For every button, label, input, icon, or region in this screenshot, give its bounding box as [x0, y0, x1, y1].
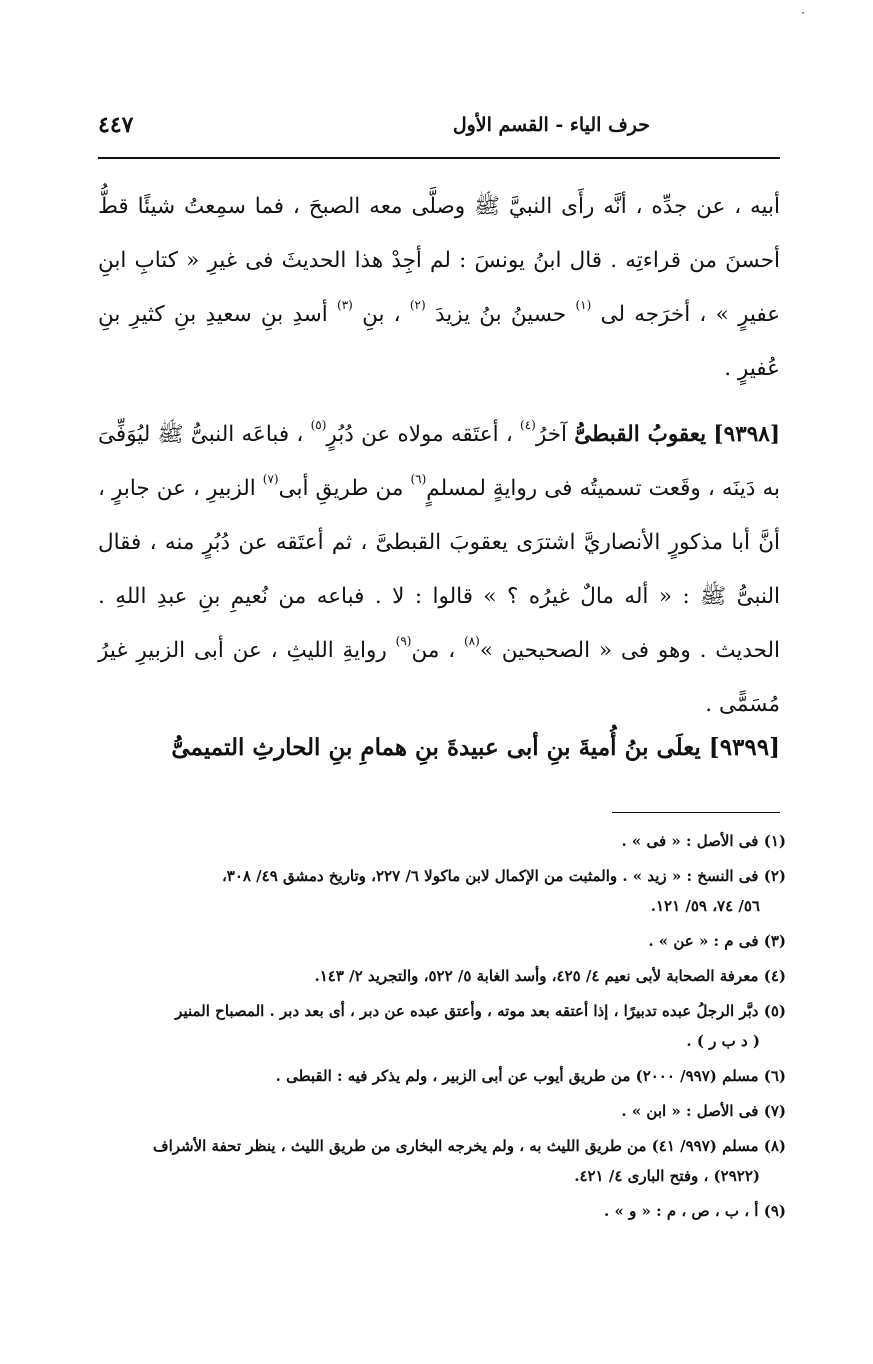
footnote-6	[98, 1061, 786, 1091]
footnote-label: (٢)	[763, 867, 786, 885]
text-run: ، من	[411, 638, 456, 663]
text-run: أسدِ بنِ سعيدِ بنِ كثيرِ بنِ عُفيرٍ .	[98, 302, 780, 381]
footnote-text: فى الأصل : « فى » .	[621, 832, 759, 850]
footnote-3	[98, 926, 786, 956]
footnote-ref-5[interactable]: (٥)	[310, 418, 327, 432]
main-text	[98, 180, 780, 732]
paragraph-continuation	[98, 180, 780, 396]
entry-9399-heading	[98, 726, 780, 770]
scan-speck	[802, 12, 804, 14]
entry-number: [٩٣٩٨]	[713, 422, 780, 447]
footnote-label: (٣)	[763, 932, 786, 950]
footnote-label: (٤)	[763, 967, 786, 985]
footnote-7	[98, 1096, 786, 1126]
entry-9398	[98, 408, 780, 732]
footnote-text: أ ، ب ، ص ، م : « و » .	[604, 1202, 759, 1220]
footnote-label: (٩)	[763, 1202, 786, 1220]
footnote-ref-9[interactable]: (٩)	[395, 634, 412, 648]
footnote-ref-3[interactable]: (٣)	[337, 298, 353, 312]
footnote-ref-4[interactable]: (٤)	[520, 418, 536, 432]
footnote-text: دبَّر الرجلُ عبده تدبيرًا ، إذا أعتقه بعد موته ، وأعتق عبده عن دبر ، أى بعد دبر . المصباح المنير	[175, 1002, 759, 1020]
text-run: حسينُ بنُ يزيدَ	[434, 302, 567, 327]
text-run: آخرُ	[535, 422, 567, 447]
footnote-1	[98, 826, 786, 856]
text-run: ، بنِ	[362, 302, 401, 327]
header-rule	[98, 157, 780, 159]
footnote-text: مسلم (٩٩٧/ ٢٠٠٠) من طريق أيوب عن أبى الزبير ، ولم يذكر فيه : القبطى .	[275, 1067, 759, 1085]
footnote-label: (٥)	[763, 1002, 786, 1020]
page-header	[98, 108, 780, 150]
footnote-label: (٦)	[763, 1067, 786, 1085]
footnote-text: فى م : « عن » .	[648, 932, 759, 950]
footnote-text: مسلم (٩٩٧/ ٤١) من طريق الليث به ، ولم يخرجه البخارى من طريق الليث ، ينظر تحفة الأشراف	[153, 1137, 759, 1155]
running-title: حرف الياء - القسم الأول	[452, 114, 650, 136]
text-run: ، فباعَه النبىُّ ﷺ ليُوَفِّىَ به دَينَه ، وقَعت تسميتُه فى روايةٍ لمسلمٍ	[98, 422, 780, 501]
text-run: من طريقِ أبى	[278, 476, 404, 501]
footnote-ref-1[interactable]: (١)	[575, 298, 592, 312]
footnote-ref-2[interactable]: (٢)	[409, 298, 426, 312]
footnote-5	[98, 996, 786, 1056]
footnote-label: (٨)	[763, 1137, 786, 1155]
footnote-label: (٧)	[763, 1102, 786, 1120]
footnote-ref-7[interactable]: (٧)	[262, 472, 279, 486]
page-number: ٤٤٧	[98, 112, 134, 138]
footnote-4	[98, 961, 786, 991]
entry-name: يعقوبُ القبطىُّ	[574, 422, 707, 447]
text-run: الزبيرِ ، عن جابرٍ ، أنَّ أبا مذكورٍ الأنصاريَّ اشترَى يعقوبَ القبطىَّ ، ثم أعتَقه عن دُبُرٍ منه ، فقال النبىُّ ﷺ : « أله مالٌ غيرُه ؟ » قالوا : لا . فباعه من نُعيمِ بنِ عبدِ اللهِ . الحديث . وهو فى « الصحيحين »	[98, 476, 781, 663]
text-run: ، أعتَقه مولاه عن دُبُرٍ	[326, 422, 513, 447]
entry-number: [٩٣٩٩]	[708, 734, 780, 761]
footnote-text-cont: ( د ب ر ) .	[686, 1032, 760, 1050]
footnote-label: (١)	[763, 832, 786, 850]
footnotes	[98, 826, 786, 1231]
footnote-text: معرفة الصحابة لأبى نعيم ٤/ ٤٢٥، وأسد الغابة ٥/ ٥٢٢، والتجريد ٢/ ١٤٣.	[314, 967, 759, 985]
footnote-9	[98, 1196, 786, 1226]
footnote-2	[98, 861, 786, 921]
footnote-text-cont: ٥٦/ ٧٤، ٥٩/ ١٢١.	[650, 897, 760, 915]
text-run: روايةِ الليثِ ، عن أبى الزبيرِ غيرُ مُسَمًّى .	[98, 638, 780, 717]
footnote-text: فى الأصل : « ابن » .	[621, 1102, 759, 1120]
footnote-ref-8[interactable]: (٨)	[463, 634, 480, 648]
footnote-separator	[612, 812, 780, 813]
footnote-8	[98, 1131, 786, 1191]
footnote-text-cont: (٢٩٢٢) ، وفتح البارى ٤/ ٤٢١.	[574, 1167, 760, 1185]
footnote-ref-6[interactable]: (٦)	[410, 472, 427, 486]
text-run: أبيه ، عن جدِّه ، أنَّه رأَى النبيَّ ﷺ وصلَّى معه الصبحَ ، فما سمِعتُ شيئًا قطُّ أحسنَ من قراءتِه . قال ابنُ يونسَ : لم أجِدْ هذا الحديثَ فى غيرِ « كتابِ ابنِ عفيرٍ » ، أخرَجه لى	[98, 194, 781, 327]
entry-name: يعلَى بنُ أُميةَ بنِ أبى عبيدةَ بنِ همامِ بنِ الحارثِ التميمىُّ	[171, 734, 701, 761]
footnote-text: فى النسخ : « زيد » . والمثبت من الإكمال لابن ماكولا ٦/ ٢٢٧، وتاريخ دمشق ٤٩/ ٣٠٨،	[221, 867, 759, 885]
